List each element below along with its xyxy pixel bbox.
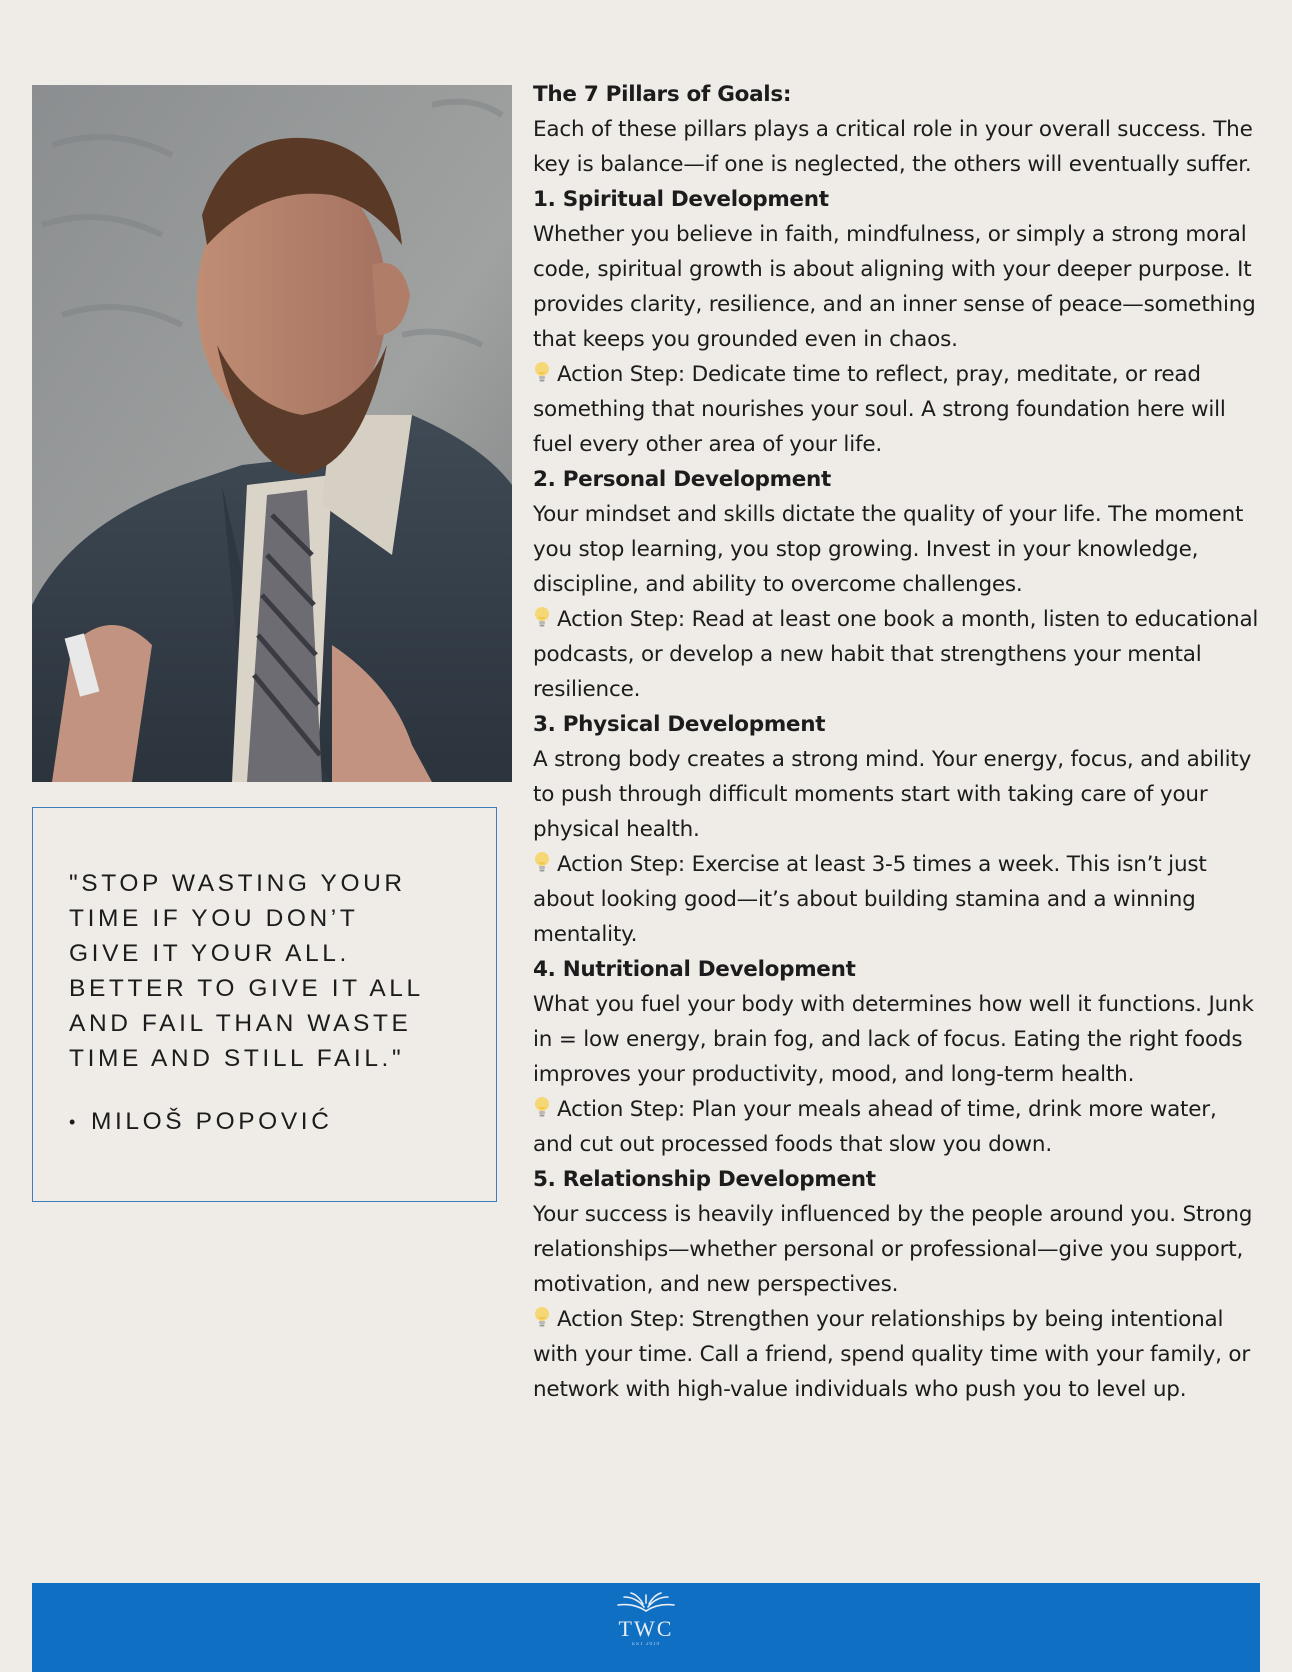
footer-bar — [32, 1583, 1260, 1672]
lightbulb-icon — [533, 1095, 551, 1119]
quote-author: • MILOŠ POPOVIĆ — [91, 1108, 332, 1136]
lightbulb-icon — [533, 850, 551, 874]
open-book-icon — [614, 1591, 678, 1613]
pillar-action — [533, 357, 1263, 462]
pillar-action — [533, 1092, 1263, 1162]
article — [533, 77, 1263, 1407]
pillar-body: What you fuel your body with determines how well it functions. Junk in = low energy, brain fog, and lack of focus. Eating the right foods improves your productivity, mood, and long-term health. — [533, 992, 1254, 1087]
pillar-body: Whether you believe in faith, mindfulness, or simply a strong moral code, spiritual growth is about aligning with your deeper purpose. It provides clarity, resilience, and an inner sense of peace—something that keeps you grounded even in chaos. — [533, 222, 1256, 352]
lightbulb-icon — [533, 360, 551, 384]
footer-established: EST 2019 — [631, 1642, 661, 1647]
pillar-action-text: Action Step: Exercise at least 3-5 times a week. This isn’t just about looking good—it’s about building stamina and a winning mentality. — [533, 852, 1207, 947]
pillar-action — [533, 1302, 1263, 1407]
pillar-heading: 3. Physical Development — [533, 712, 826, 737]
pillar-heading: 1. Spiritual Development — [533, 187, 829, 212]
pillar-action-text: Action Step: Read at least one book a month, listen to educational podcasts, or develop a new habit that strengthens your mental resilience. — [533, 607, 1259, 702]
lightbulb-icon — [533, 605, 551, 629]
pillar-body: Your success is heavily influenced by the people around you. Strong relationships—whether personal or professional—give you support, motivation, and new perspectives. — [533, 1202, 1253, 1297]
pillar-action — [533, 602, 1263, 707]
pillar-action-text: Action Step: Strengthen your relationships by being intentional with your time. Call a friend, spend quality time with your family, or network with high-value individuals who push you to level up. — [533, 1307, 1251, 1402]
footer-logo — [596, 1591, 696, 1649]
article-intro: Each of these pillars plays a critical role in your overall success. The key is balance—if one is neglected, the others will eventually suffer. — [533, 117, 1253, 177]
pillar-action-text: Action Step: Plan your meals ahead of time, drink more water, and cut out processed foods that slow you down. — [533, 1097, 1217, 1157]
pillar-action-text: Action Step: Dedicate time to reflect, pray, meditate, or read something that nourishes your soul. A strong foundation here will fuel every other area of your life. — [533, 362, 1226, 457]
article-title: The 7 Pillars of Goals: — [533, 82, 792, 107]
portrait-photo — [32, 85, 512, 782]
pillar-heading: 4. Nutritional Development — [533, 957, 856, 982]
pillar-heading: 5. Relationship Development — [533, 1167, 876, 1192]
quote-author-list — [91, 1108, 332, 1136]
quote-text: "STOP WASTING YOUR TIME IF YOU DON’T GIVE IT YOUR ALL. BETTER TO GIVE IT ALL AND FAIL THAN WASTE TIME AND STILL FAIL." — [69, 870, 424, 1072]
pillar-body: Your mindset and skills dictate the quality of your life. The moment you stop learning, you stop growing. Invest in your knowledge, discipline, and ability to overcome challenges. — [533, 502, 1244, 597]
quote-box — [32, 807, 497, 1202]
pillar-heading: 2. Personal Development — [533, 467, 832, 492]
pillar-body: A strong body creates a strong mind. Your energy, focus, and ability to push through difficult moments start with taking care of your physical health. — [533, 747, 1252, 842]
lightbulb-icon — [533, 1305, 551, 1329]
pillar-action — [533, 847, 1263, 952]
footer-brand: TWC — [618, 1616, 674, 1641]
